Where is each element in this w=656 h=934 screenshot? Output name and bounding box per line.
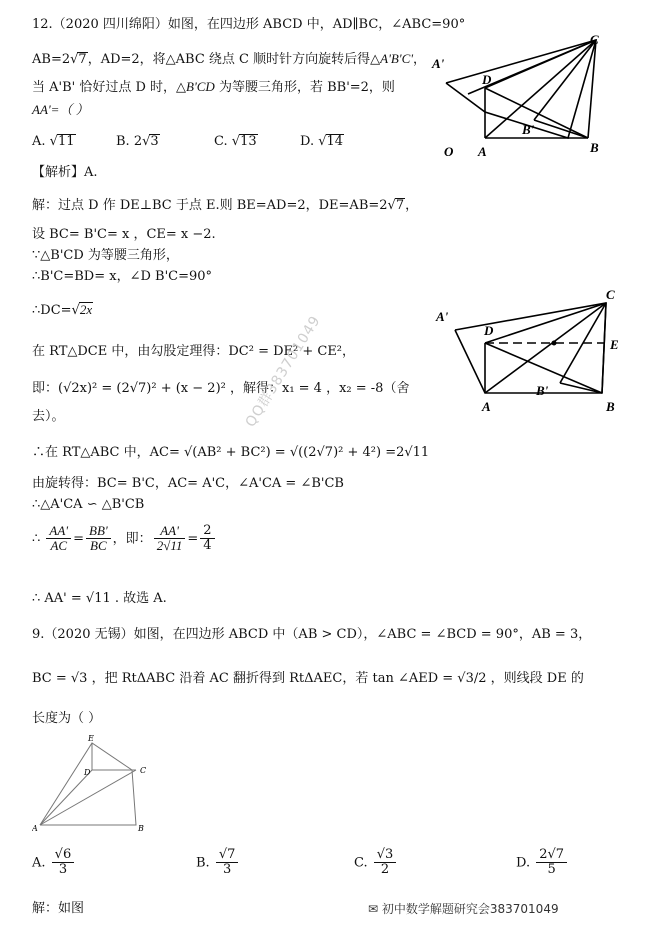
q12-option-a: A. √11 (32, 134, 75, 149)
fig2-label-e: E (610, 337, 619, 352)
q12-analysis-label: 【解析】A. (32, 165, 98, 180)
q12-sol3: ∵△B'CD 为等腰三角形， (32, 248, 179, 263)
fig1-label-a-prime: A' (432, 56, 445, 71)
fig2-label-d: D (484, 323, 494, 338)
fig2-label-a-prime: A' (436, 309, 449, 324)
q12-line4: AA'=（ ） (32, 102, 89, 117)
q12-sol12: ∴ $\frac{AA'}{AC}$ = $\frac{BB'}{BC}$ ，即： $\frac{AA'}{2√11}$ = $\frac{2}{4}$ (32, 524, 217, 554)
fig3-label-c: C (140, 766, 147, 775)
q9-line3: 长度为（ ） (32, 711, 102, 726)
q12-sol7: 即：(√2x)² = (2√7)² + (x − 2)² ，解得：x₁ = 4 ，x₂ = -8（舍 (32, 381, 410, 396)
fig1-label-d: D (482, 72, 492, 87)
fig1-poly (446, 40, 596, 138)
q9-figure (32, 735, 162, 835)
q12-sol2: 设 BC= B'C= x ，CE= x −2. (32, 227, 216, 242)
q12-sol13: ∴ AA' = √11 . 故选 A. (32, 591, 167, 606)
fig3-label-d: D (84, 768, 91, 777)
fig1-label-o: O (444, 144, 454, 159)
q9-line2: BC = √3 ，把 RtΔABC 沿着 AC 翻折得到 RtΔAEC，若 tan ∠AED = √3/2 ，则线段 DE 的 (32, 671, 584, 686)
fig1-label-b-prime: B' (522, 122, 535, 137)
footer-brand: ✉ 初中数学解题研究会383701049 (368, 902, 559, 916)
q12-sol10: 由旋转得：BC= B'C，AC= A'C，∠A'CA = ∠B'CB (32, 476, 344, 491)
q12-figure-1 (430, 30, 620, 160)
q9-solution-start: 解：如图 (32, 901, 85, 916)
q9-option-a: A. $\frac{√6}{3}$ (32, 848, 76, 878)
q12-sol1: 解：过点 D 作 DE⊥BC 于点 E.则 BE=AD=2，DE=AB=2√7， (32, 198, 419, 213)
q12-sol9: ∴在 RT△ABC 中，AC= √(AB² + BC²) = √((2√7)² + 4²) =2√11 (32, 445, 430, 460)
fig2-label-b-prime: B' (536, 383, 549, 398)
q9-option-b: B. $\frac{√7}{3}$ (196, 848, 240, 878)
q12-figure-2 (430, 285, 625, 420)
q9-option-c: C. $\frac{√3}{2}$ (354, 848, 398, 878)
fig1-label-a: A (478, 144, 487, 159)
q9-option-d: D. $\frac{2√7}{5}$ (516, 848, 569, 878)
q12-title: 12.（2020 四川绵阳）如图，在四边形 ABCD 中，AD∥BC，∠ABC=90° (32, 17, 466, 32)
q12-line3: 当 A'B' 恰好过点 D 时，△B'CD 为等腰三角形，若 BB'=2，则 (32, 79, 395, 95)
q12-sol6: 在 RT△DCE 中，由勾股定理得：DC² = DE² + CE²， (32, 344, 356, 359)
fig2-label-b: B (606, 399, 615, 414)
q9-title: 9.（2020 无锡）如图，在四边形 ABCD 中（AB > CD），∠ABC = ∠BCD = 90°，AB = 3， (32, 627, 592, 642)
q12-sol4: ∴B'C=BD= x，∠D B'C=90° (32, 269, 213, 284)
fig1-label-c: C (590, 32, 599, 47)
q12-sol5: ∴DC=√2x (32, 302, 93, 318)
q12-line2: AB=2√7，AD=2，将△ABC 绕点 C 顺时针方向旋转后得△A'B'C'， (32, 51, 427, 67)
fig2-label-a: A (482, 399, 491, 414)
q12-sol8: 去）。 (32, 409, 65, 424)
wechat-icon: ✉ (368, 902, 382, 916)
q12-option-b: B. 2√3 (116, 134, 159, 149)
fig3-label-e: E (88, 735, 94, 743)
fig3-label-b: B (138, 824, 144, 833)
q12-sol11: ∴△A'CA ∽ △B'CB (32, 497, 145, 512)
fig3-label-a: A (32, 824, 38, 833)
q12-option-c: C. √13 (214, 134, 257, 149)
q12-option-d: D. √14 (300, 134, 344, 149)
fig2-label-c: C (606, 287, 615, 302)
watermark: QQ群383701049 (242, 312, 325, 431)
fig1-label-b: B (590, 140, 599, 155)
